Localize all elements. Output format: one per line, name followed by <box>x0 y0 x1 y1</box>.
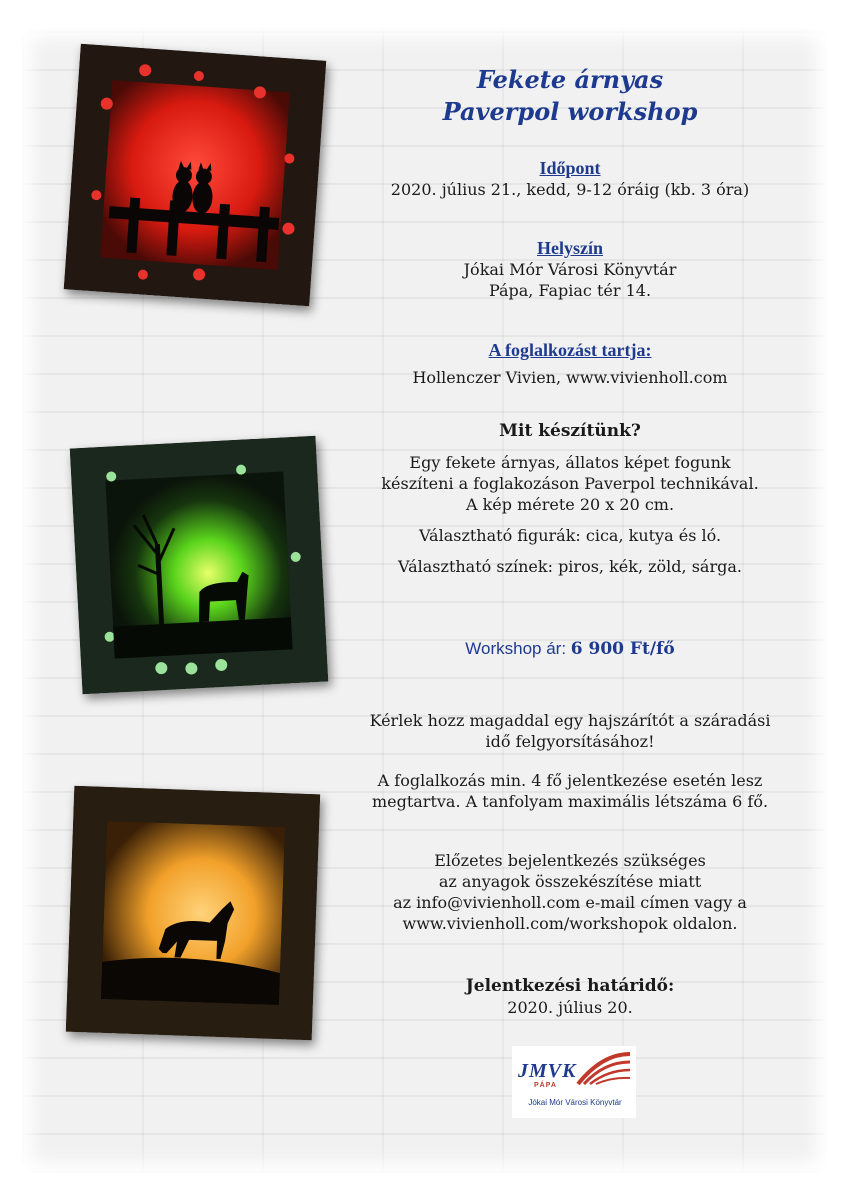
painting-green-dog <box>70 436 329 695</box>
logo-wing-icon <box>576 1050 632 1088</box>
price-label: Workshop ár: <box>465 639 567 658</box>
what-figures: Választható figurák: cica, kutya és ló. <box>418 526 722 545</box>
location-line-2: Pápa, Fapiac tér 14. <box>488 281 652 300</box>
time-section <box>340 158 800 200</box>
what-line-3: A kép mérete 20 x 20 cm. <box>465 495 675 514</box>
title-line-1: Fekete árnyas <box>476 65 664 94</box>
location-section <box>340 238 800 301</box>
location-heading: Helyszín <box>537 238 603 258</box>
logo-text: JMVK <box>518 1060 577 1082</box>
logo-sub: PÁPA <box>534 1082 557 1089</box>
what-line-2: készíteni a foglakozáson Paverpol technikával. <box>381 474 759 493</box>
time-heading: Időpont <box>539 158 601 178</box>
dryer-line-2: idő felgyorsításához! <box>485 732 655 751</box>
host-heading: A foglalkozást tartja: <box>488 340 652 360</box>
library-logo <box>512 1046 636 1118</box>
dryer-line-1: Kérlek hozz magaddal egy hajszárítót a száradási <box>369 711 771 730</box>
what-section <box>340 421 800 577</box>
painting-red-cats <box>64 44 327 307</box>
reg-line-2: az anyagok összekészítése miatt <box>438 872 702 891</box>
painting-orange-horse <box>66 786 320 1040</box>
min-line-2: megtartva. A tanfolyam maximális létszáma 6 fő. <box>371 792 769 811</box>
dryer-note <box>340 710 800 752</box>
reg-line-3: az info@vivienholl.com e-mail címen vagy a <box>393 893 747 912</box>
registration-note <box>340 850 800 934</box>
reg-line-1: Előzetes bejelentkezés szükséges <box>434 851 706 870</box>
participants-note <box>340 770 800 812</box>
location-line-1: Jókai Mór Városi Könyvtár <box>463 260 677 279</box>
painting-green-dog-image <box>70 436 329 695</box>
price-value: 6 900 Ft/fő <box>570 639 675 659</box>
what-line-1: Egy fekete árnyas, állatos képet fogunk <box>409 453 731 472</box>
painting-red-cats-image <box>64 44 327 307</box>
reg-line-4: www.vivienholl.com/workshopok oldalon. <box>402 914 738 933</box>
min-line-1: A foglalkozás min. 4 fő jelentkezése esetén lesz <box>377 771 763 790</box>
painting-orange-horse-image <box>66 786 320 1040</box>
deadline-value: 2020. július 20. <box>507 998 633 1017</box>
deadline-section <box>340 976 800 1018</box>
price-section <box>340 638 800 660</box>
page-title <box>340 64 800 128</box>
what-colors: Választható színek: piros, kék, zöld, sárga. <box>398 557 742 576</box>
logo-caption: Jókai Mór Városi Könyvtár <box>528 1098 622 1107</box>
title-line-2: Paverpol workshop <box>442 97 698 126</box>
deadline-heading: Jelentkezési határidő: <box>465 976 675 996</box>
time-value: 2020. július 21., kedd, 9-12 óráig (kb. 3 óra) <box>390 180 750 199</box>
host-section <box>340 340 800 388</box>
host-value: Hollenczer Vivien, www.vivienholl.com <box>412 368 728 387</box>
what-heading: Mit készítünk? <box>499 421 641 441</box>
